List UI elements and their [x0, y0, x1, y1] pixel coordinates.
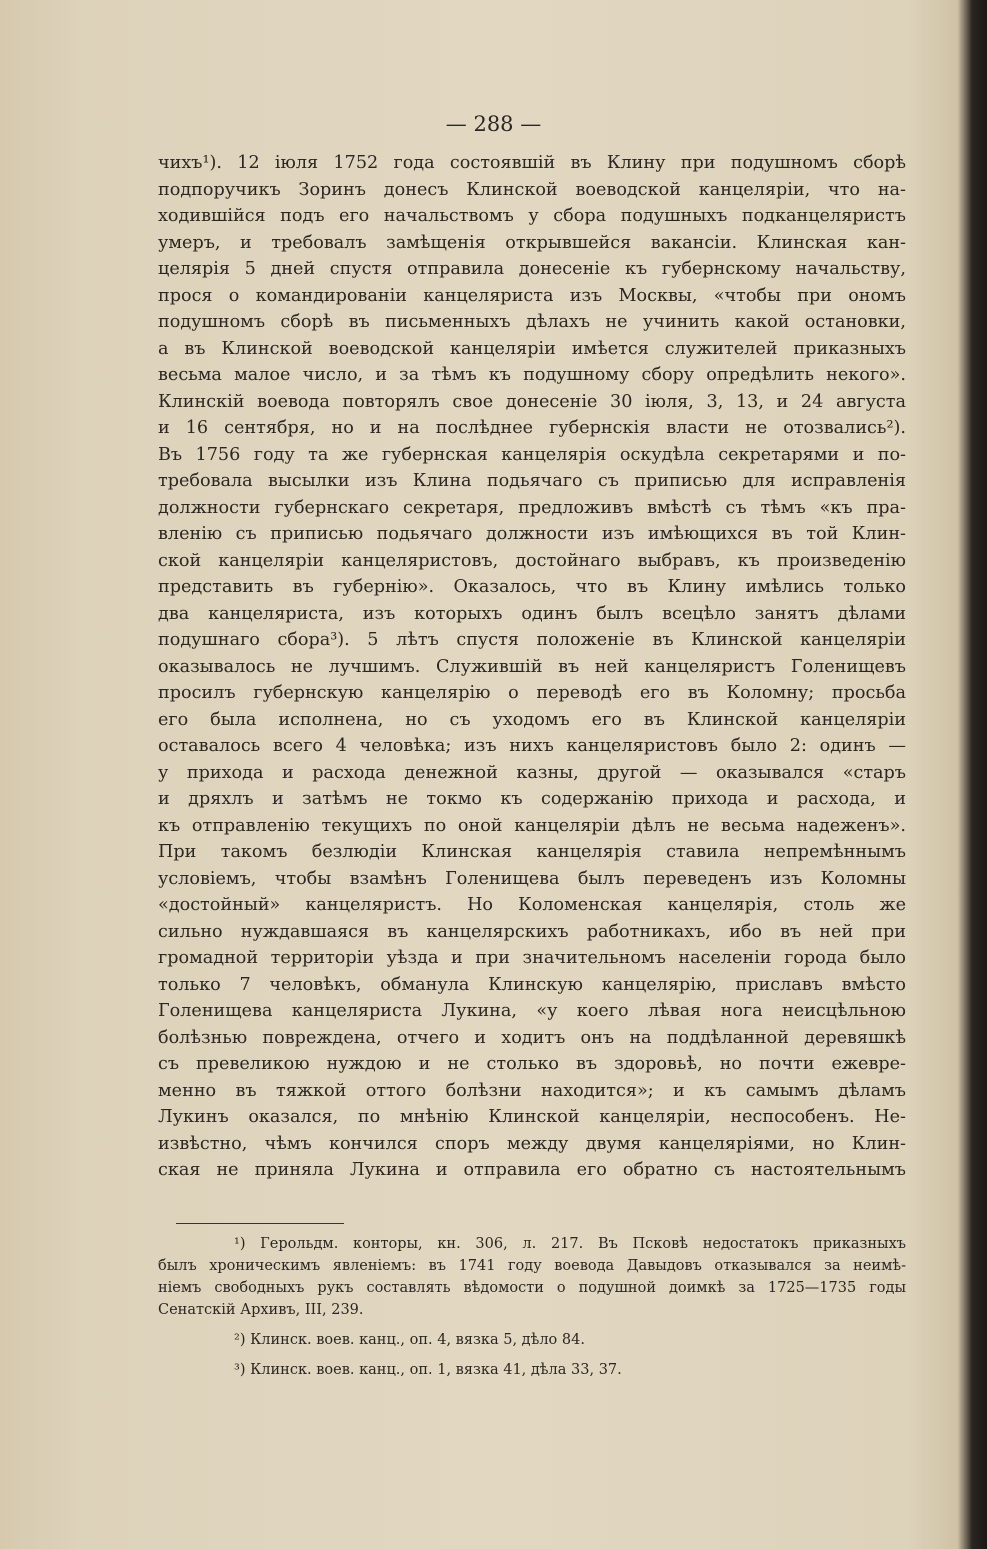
footnote-1-line: Сенатскій Архивъ, III, 239. [158, 1302, 364, 1318]
text-line: оставалось всего 4 человѣка; изъ нихъ канцеляристовъ было 2: одинъ — [158, 736, 906, 756]
text-line: его была исполнена, но съ уходомъ его въ Клинской канцеляріи [158, 709, 906, 730]
footnote-divider [176, 1223, 344, 1224]
text-line: только 7 человѣкъ, обманула Клинскую канцелярію, приславъ вмѣсто [158, 974, 906, 995]
footnote-3: ³) Клинск. воев. канц., оп. 1, вязка 41, дѣла 33, 37. [234, 1362, 622, 1378]
text-line: должности губернскаго секретаря, предложивъ вмѣстѣ съ тѣмъ «къ пра- [158, 497, 906, 518]
text-line: просилъ губернскую канцелярію о переводѣ его въ Коломну; просьба [158, 683, 906, 703]
text-line: прося о командированіи канцеляриста изъ Москвы, «чтобы при ономъ [158, 285, 906, 306]
text-line: Голенищева канцеляриста Лукина, «у коего лѣвая нога неисцѣльною [158, 1001, 906, 1021]
text-line: целярія 5 дней спустя отправила донесеніе къ губернскому начальству, [158, 259, 906, 279]
text-line: Клинскій воевода повторялъ свое донесеніе 30 іюля, 3, 13, и 24 августа [158, 391, 906, 412]
text-line: «достойный» канцеляристъ. Но Коломенская канцелярія, столь же [158, 895, 906, 915]
text-line: Лукинъ оказался, по мнѣнію Клинской канцеляріи, неспособенъ. Не- [158, 1107, 906, 1127]
text-line: ской канцеляріи канцеляристовъ, достойнаго выбравъ, къ произведенію [158, 550, 906, 571]
page-number: — 288 — [445, 112, 542, 136]
footnote-2: ²) Клинск. воев. канц., оп. 4, вязка 5, дѣло 84. [234, 1332, 585, 1348]
text-line: у прихода и расхода денежной казны, другой — оказывался «старъ [158, 762, 906, 783]
text-line: къ отправленію текущихъ по оной канцеляріи дѣлъ не весьма надеженъ». [158, 815, 906, 836]
footnote-1-line: ¹) Герольдм. конторы, кн. 306, л. 217. Въ Псковѣ недостатокъ приказныхъ [234, 1236, 906, 1252]
text-line: менно въ тяжкой оттого болѣзни находится»; и къ самымъ дѣламъ [158, 1080, 906, 1101]
text-line: съ превеликою нуждою и не столько въ здоровьѣ, но почти ежевре- [158, 1054, 906, 1074]
text-line: чихъ¹). 12 іюля 1752 года состоявшій въ Клину при подушномъ сборѣ [158, 153, 906, 173]
text-line: болѣзнью повреждена, отчего и ходитъ онъ на поддѣланной деревяшкѣ [158, 1027, 906, 1048]
text-line: подушнаго сбора³). 5 лѣтъ спустя положеніе въ Клинской канцеляріи [158, 630, 906, 650]
footnote-1-line: былъ хроническимъ явленіемъ: въ 1741 году воевода Давыдовъ отказывался за неимѣ- [158, 1258, 906, 1274]
text-line: При такомъ безлюдіи Клинская канцелярія ставила непремѣннымъ [158, 842, 906, 862]
text-line: ская не приняла Лукина и отправила его обратно съ настоятельнымъ [158, 1160, 906, 1180]
text-line: требовала высылки изъ Клина подьячаго съ приписью для исправленія [158, 471, 906, 491]
text-line: вленію съ приписью подьячаго должности изъ имѣющихся въ той Клин- [158, 524, 906, 544]
text-line: и дряхлъ и затѣмъ не токмо къ содержанію прихода и расхода, и [158, 789, 906, 809]
text-line: и 16 сентября, но и на послѣднее губернскія власти не отозвались²). [158, 418, 906, 438]
body-text [158, 150, 906, 1184]
text-line: оказывалось не лучшимъ. Служившій въ ней канцеляристъ Голенищевъ [158, 656, 906, 677]
text-line: ходившійся подъ его начальствомъ у сбора подушныхъ подканцеляристъ [158, 206, 906, 226]
text-line: подушномъ сборѣ въ письменныхъ дѣлахъ не учинить какой остановки, [158, 312, 906, 332]
text-line: Въ 1756 году та же губернская канцелярія оскудѣла секретарями и по- [158, 444, 906, 465]
text-line: сильно нуждавшаяся въ канцелярскихъ работникахъ, ибо въ ней при [158, 921, 906, 942]
text-line: громадной территоріи уѣзда и при значительномъ населеніи города было [158, 948, 906, 968]
text-line: а въ Клинской воеводской канцеляріи имѣется служителей приказныхъ [158, 338, 906, 359]
text-line: два канцеляриста, изъ которыхъ одинъ былъ всецѣло занятъ дѣлами [158, 603, 906, 624]
text-line: умеръ, и требовалъ замѣщенія открывшейся вакансіи. Клинская кан- [158, 232, 906, 253]
text-line: извѣстно, чѣмъ кончился споръ между двумя канцеляріями, но Клин- [158, 1133, 906, 1154]
text-line: представить въ губернію». Оказалось, что въ Клину имѣлись только [158, 577, 906, 597]
footnotes [158, 1233, 906, 1381]
text-line: весьма малое число, и за тѣмъ къ подушному сбору опредѣлить некого». [158, 365, 906, 385]
text-line: условіемъ, чтобы взамѣнъ Голенищева былъ переведенъ изъ Коломны [158, 868, 906, 889]
text-line: подпоручикъ Зоринъ донесъ Клинской воеводской канцеляріи, что на- [158, 179, 906, 200]
footnote-1-line: ніемъ свободныхъ рукъ составлять вѣдомости о подушной доимкѣ за 1725—1735 годы [158, 1280, 906, 1296]
